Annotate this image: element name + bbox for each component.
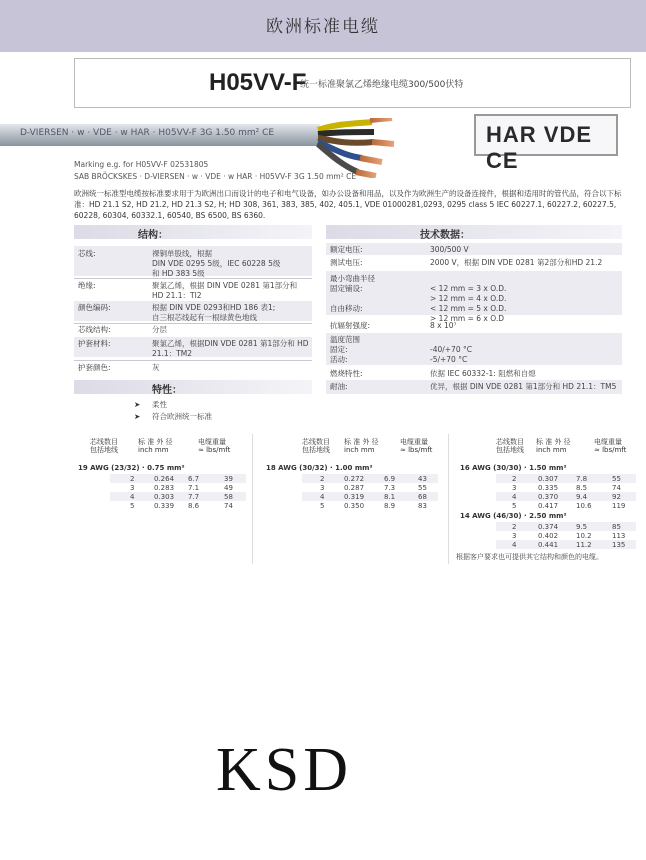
technical-value: < 12 mm = 3 x O.D. > 12 mm = 4 x O.D. < 12 mm = 5 x O.D. > 12 mm = 6 x O.D (430, 284, 507, 323)
cell: 4 (130, 493, 135, 501)
construction-label: 护套颜色: (78, 363, 111, 372)
technical-row-bg (326, 243, 622, 255)
technical-label: 耐油: (330, 382, 348, 391)
construction-value: 灰 (152, 363, 160, 372)
cell: 0.441 (538, 541, 559, 549)
cell: 58 (224, 493, 233, 501)
divider (74, 360, 312, 361)
technical-value: 依据 IEC 60332-1: 阻燃和自熄 (430, 369, 536, 378)
technical-label: 抗辐射强度: (330, 321, 371, 330)
cell: 39 (224, 475, 233, 483)
cell: 2 (320, 475, 325, 483)
cell: 74 (612, 484, 621, 492)
features-heading: 特性： (152, 385, 182, 396)
divider (74, 278, 312, 279)
har-vde-logo (474, 114, 618, 173)
group-title: 14 AWG (46/30) · 2.50 mm² (460, 512, 567, 520)
cell: 135 (612, 541, 626, 549)
marking-line-2: SAB BRÖCKSKES · D-VIERSEN · w · VDE · w HAR · H05VV-F 3G 1.50 mm² CE (74, 172, 357, 181)
cell: 0.402 (538, 532, 559, 540)
group-title: 18 AWG (30/32) · 1.00 mm² (266, 464, 373, 472)
cell: 0.370 (538, 493, 559, 501)
cell: 0.307 (538, 475, 559, 483)
cell: 113 (612, 532, 626, 540)
cell: 0.417 (538, 502, 559, 510)
cell: 8.9 (384, 502, 396, 510)
construction-label: 芯线结构: (78, 325, 111, 334)
cell: 8.6 (188, 502, 200, 510)
cell: 0.350 (344, 502, 365, 510)
cable-print-text: D-VIERSEN · w · VDE · w HAR · H05VV-F 3G 1.50 mm² CE (20, 128, 275, 138)
spec-table-1 (74, 438, 250, 558)
header-cores: 芯线数目 包括地线 (496, 438, 524, 454)
technical-heading: 技术数据： (420, 230, 470, 241)
product-title-box (74, 58, 631, 108)
header-weight: 电缆重量 ≈ lbs/mft (594, 438, 627, 454)
technical-value: 优异，根据 DIN VDE 0281 第1部分和 HD 21.1：TM5 (430, 382, 617, 391)
cell: 0.374 (538, 523, 559, 531)
cell: 9.5 (576, 523, 588, 531)
technical-label: 测试电压: (330, 258, 363, 267)
feature-text: 柔性 (152, 400, 167, 409)
header-band (0, 0, 646, 52)
page-title: 欧洲标准电缆 (266, 17, 380, 37)
cell: 4 (320, 493, 325, 501)
technical-value: 2000 V，根据 DIN VDE 0281 第2部分和HD 21.2 (430, 258, 603, 267)
cell: 0.272 (344, 475, 365, 483)
divider (74, 323, 312, 324)
cell: 4 (512, 493, 517, 501)
cell: 10.6 (576, 502, 592, 510)
cell: 68 (418, 493, 427, 501)
har-vde-logo-text: HAR VDE CE (486, 122, 593, 173)
cell: 7.7 (188, 493, 200, 501)
technical-label: 燃烧特性: (330, 369, 363, 378)
construction-heading-bar (74, 225, 312, 239)
cell: 49 (224, 484, 233, 492)
technical-heading-bar (326, 225, 622, 239)
header-cores: 芯线数目 包括地线 (302, 438, 330, 454)
cable-image (0, 118, 450, 178)
construction-value: 聚氯乙烯，根据 DIN VDE 0281 第1部分和 HD 21.1：TI2 (152, 281, 298, 300)
product-subtitle: 统一标准聚氯乙烯绝缘电缆300/500伏特 (300, 80, 464, 90)
bullet-arrow-icon: ➤ (134, 412, 141, 421)
cell: 9.4 (576, 493, 588, 501)
construction-value: 分层 (152, 325, 167, 334)
marking-line-1: Marking e.g. for H05VV-F 02531805 (74, 160, 209, 169)
cell: 0.283 (154, 484, 175, 492)
cell: 7.1 (188, 484, 200, 492)
cell: 6.9 (384, 475, 396, 483)
header-weight: 电缆重量 ≈ lbs/mft (198, 438, 231, 454)
cell: 3 (512, 484, 517, 492)
construction-value: 聚氯乙烯，根据DIN VDE 0281 第1部分和 HD 21.1：TM2 (152, 339, 309, 358)
cell: 3 (320, 484, 325, 492)
cell: 4 (512, 541, 517, 549)
product-model: H05VV-F (209, 69, 307, 96)
cell: 6.7 (188, 475, 200, 483)
cell: 11.2 (576, 541, 592, 549)
cell: 2 (512, 475, 517, 483)
cell: 0.303 (154, 493, 175, 501)
construction-value: 根据 DIN VDE 0293和HD 186 表1; 自三根芯线起有一根绿黄色地线 (152, 303, 276, 322)
technical-value: -40/+70 °C -5/+70 °C (430, 345, 472, 364)
spec-table-3 (456, 438, 642, 568)
cell: 43 (418, 475, 427, 483)
cell: 0.319 (344, 493, 365, 501)
cell: 0.339 (154, 502, 175, 510)
cell: 55 (418, 484, 427, 492)
group-title: 16 AWG (30/30) · 1.50 mm² (460, 464, 567, 472)
cell: 85 (612, 523, 621, 531)
cell: 5 (130, 502, 135, 510)
cell: 7.3 (384, 484, 396, 492)
description-text: 欧洲统一标准型电缆按标准要求用于为欧洲出口而设计的电子和电气设备，如办公设备和用品，以及作为欧洲生产的设备连接件，根据和适用时的管代品，符合以下标准：HD 21.1 S2, HD 21.2, HD 21.3 S2, H; HD 308, 361, 383, 385, 402, 405.1, VDE 01000281,0293, 0295 class 5 IEC 60227.1, 60227.2, 60227.5, 60228, 60304, 60332.1, 60540, BS 6500, BS 6360. (74, 189, 622, 220)
technical-label: 额定电压: (330, 245, 363, 254)
construction-label: 绝缘: (78, 281, 96, 290)
spec-table-2 (262, 438, 442, 558)
cell: 119 (612, 502, 626, 510)
construction-heading: 结构： (138, 230, 168, 241)
header-weight: 电缆重量 ≈ lbs/mft (400, 438, 433, 454)
cell: 74 (224, 502, 233, 510)
cell: 5 (512, 502, 517, 510)
group-title: 19 AWG (23/32) · 0.75 mm² (78, 464, 185, 472)
features-heading-bar (74, 380, 312, 394)
header-od: 标 准 外 径 inch mm (344, 438, 379, 454)
ksd-watermark: KSD (216, 736, 353, 804)
cell: 92 (612, 493, 621, 501)
cell: 3 (130, 484, 135, 492)
cell: 0.335 (538, 484, 559, 492)
technical-value: 300/500 V (430, 245, 469, 254)
construction-label: 护套材料: (78, 339, 111, 348)
cell: 3 (512, 532, 517, 540)
bullet-arrow-icon: ➤ (134, 400, 141, 409)
cell: 55 (612, 475, 621, 483)
table-footnote: 根据客户要求也可提供其它结构和颜色的电缆。 (456, 553, 603, 561)
cell: 8.1 (384, 493, 396, 501)
header-cores: 芯线数目 包括地线 (90, 438, 118, 454)
table-separator (448, 434, 449, 564)
construction-label: 颜色编码: (78, 303, 111, 312)
technical-value: 8 x 10⁷ (430, 321, 457, 330)
construction-label: 芯线: (78, 249, 96, 258)
header-od: 标 准 外 径 inch mm (536, 438, 571, 454)
table-separator (252, 434, 253, 564)
cell: 5 (320, 502, 325, 510)
cell: 2 (130, 475, 135, 483)
cell: 8.5 (576, 484, 588, 492)
technical-label: 最小弯曲半径 固定铺设: 自由移动: (330, 274, 375, 313)
technical-row-bg (326, 333, 622, 365)
technical-label: 温度范围 固定: 活动: (330, 335, 360, 364)
feature-text: 符合欧洲统一标准 (152, 412, 212, 421)
cell: 7.8 (576, 475, 588, 483)
cell: 2 (512, 523, 517, 531)
header-od: 标 准 外 径 inch mm (138, 438, 173, 454)
cell: 10.2 (576, 532, 592, 540)
cell: 0.264 (154, 475, 175, 483)
cell: 0.287 (344, 484, 365, 492)
cell: 83 (418, 502, 427, 510)
construction-value: 裸铜单股线，根据 DIN VDE 0295 5级，IEC 60228 5级 和 HD 383 5级 (152, 249, 281, 278)
